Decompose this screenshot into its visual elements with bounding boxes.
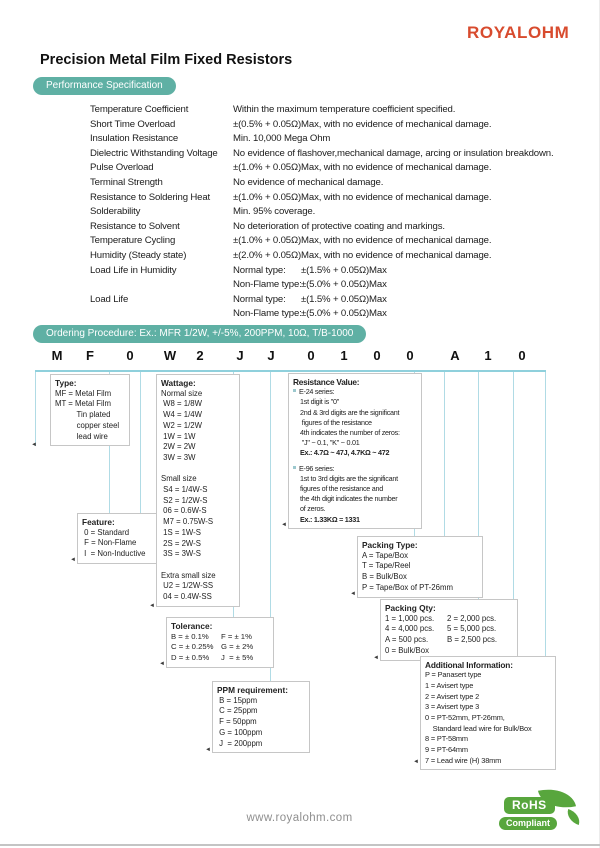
spec-subkey: Normal type: [233, 264, 286, 276]
spec-value: Min. 95% coverage. [233, 206, 316, 218]
box-line: G = 100ppm [217, 727, 263, 737]
box-title: Wattage: [161, 378, 196, 388]
series-label: E-96 series: [299, 463, 335, 473]
code-letter: J [236, 348, 244, 363]
spec-row [90, 191, 553, 206]
box-line: B = 15ppm [217, 695, 258, 705]
box-line: 1 = Avisert type [425, 680, 474, 690]
box-line: 0 = PT-52mm, PT-26mm, [425, 712, 505, 722]
performance-spec-table [90, 103, 553, 322]
brand-logo: ROYALOHM [467, 23, 570, 42]
spec-row [90, 118, 553, 133]
box-cell: F = ± 1% [221, 631, 252, 641]
box-title: Additional Information: [425, 660, 513, 670]
spec-label: Dielectric Withstanding Voltage [90, 147, 218, 159]
box-lines [217, 696, 305, 750]
spec-value: No evidence of flashover,mechanical damage, arcing or insulation breakdown. [233, 147, 554, 159]
spec-label-spacer [90, 278, 233, 293]
box-line: C = 25ppm [217, 706, 258, 716]
e24-example: Ex.: 4.7Ω ~ 47J, 4.7KΩ ~ 472 [300, 448, 390, 458]
spec-row [90, 278, 553, 293]
spec-label: Terminal Strength [90, 176, 163, 188]
code-letter: 0 [307, 348, 315, 363]
spec-row [90, 176, 553, 191]
box-line: 1S = 1W-S [161, 527, 201, 537]
pointer-arrow-icon: ◄ [413, 759, 419, 765]
box-title: Type: [55, 378, 77, 388]
pointer-arrow-icon: ◄ [350, 591, 356, 597]
box-lines [425, 670, 551, 766]
spec-value: ±(5.0% + 0.05Ω)Max [301, 279, 387, 291]
box-title: Feature: [82, 517, 115, 527]
spec-value: Min. 10,000 Mega Ohm [233, 133, 331, 145]
box-cell: D = ± 0.5% [171, 653, 210, 663]
pointer-arrow-icon: ◄ [205, 747, 211, 753]
pointer-arrow-icon: ◄ [31, 442, 37, 448]
performance-specification-badge: Performance Specification [33, 77, 176, 95]
box-cell: 5 = 5,000 pcs. [447, 624, 497, 634]
code-letter: F [86, 348, 94, 363]
box-line: J = 200ppm [217, 738, 263, 748]
e24-series-header [293, 387, 417, 397]
spec-row-load-life [90, 293, 553, 308]
spec-label: Load Life [90, 293, 129, 305]
box-line: the 4th digit indicates the number [300, 494, 398, 504]
spec-label-spacer [90, 307, 233, 322]
code-letter: W [163, 348, 177, 363]
ordering-procedure-badge: Ordering Procedure: Ex.: MFR 1/2W, +/-5%, 200PPM, 10Ω, T/B-1000 [33, 325, 366, 343]
code-letter: 1 [484, 348, 492, 363]
box-line: A = Tape/Box [362, 550, 409, 560]
box-line: W4 = 1/4W [161, 410, 202, 420]
code-letter: 0 [406, 348, 414, 363]
box-line: 3W = 3W [161, 452, 196, 462]
box-line: 3S = 3W-S [161, 549, 201, 559]
packing-type-box [357, 536, 483, 598]
box-grid [385, 614, 513, 657]
spec-label: Resistance to Soldering Heat [90, 191, 211, 203]
spec-subkey: Non-Flame type: [233, 279, 302, 291]
spec-row [90, 103, 553, 118]
spec-value: ±(5.0% + 0.05Ω)Max [301, 308, 387, 320]
box-line: 1st to 3rd digits are the significant [300, 473, 398, 483]
series-label: E-24 series: [299, 387, 335, 397]
spec-value: ±(1.0% + 0.05Ω)Max, with no evidence of mechanical damage. [233, 235, 492, 247]
connector-line [140, 372, 141, 513]
spec-row [90, 220, 553, 235]
box-cell: B = ± 0.1% [171, 631, 209, 641]
ordering-horizontal-rule [35, 370, 546, 372]
box-cell: 4 = 4,000 pcs. [385, 624, 435, 634]
box-lines [293, 474, 417, 515]
spec-row [90, 307, 553, 322]
packing-qty-box [380, 599, 518, 661]
box-line: 2S = 2W-S [161, 538, 201, 548]
box-line [161, 560, 235, 571]
box-line: Tin plated [55, 410, 111, 420]
spec-label: Load Life in Humidity [90, 264, 177, 276]
box-cell: 0 = Bulk/Box [385, 645, 429, 655]
box-cell: C = ± 0.25% [171, 642, 214, 652]
box-line: 3 = Avisert type 3 [425, 702, 480, 712]
bullet-icon [293, 389, 296, 392]
box-line: 1W = 1W [161, 431, 196, 441]
box-cell: J = ± 5% [221, 653, 254, 663]
spec-row [90, 161, 553, 176]
box-line: S2 = 1/2W-S [161, 495, 208, 505]
connector-line [444, 372, 445, 536]
box-line: 8 = PT-58mm [425, 734, 468, 744]
spec-row [90, 205, 553, 220]
pointer-arrow-icon: ◄ [373, 655, 379, 661]
ppm-requirement-box [212, 681, 310, 753]
box-cell: A = 500 pcs. [385, 635, 429, 645]
rohs-logo [498, 787, 584, 843]
spec-label: Short Time Overload [90, 118, 176, 130]
box-line: S4 = 1/4W-S [161, 485, 208, 495]
box-line: figures of the resistance [300, 417, 372, 427]
box-line: 7 = Lead wire (H) 38mm [425, 755, 502, 765]
box-line: 9 = PT-64mm [425, 745, 468, 755]
resistance-value-box [288, 373, 422, 529]
spec-label: Temperature Coefficient [90, 104, 189, 115]
box-line: Standard lead wire for Bulk/Box [425, 723, 532, 733]
additional-information-box [420, 656, 556, 770]
connector-line [35, 372, 36, 446]
code-letter: 0 [126, 348, 134, 363]
box-line: F = 50ppm [217, 717, 257, 727]
spec-rows [90, 103, 553, 264]
spec-value: ±(1.5% + 0.05Ω)Max [301, 293, 387, 305]
code-letter: 0 [373, 348, 381, 363]
spec-subkey: Non-Flame type: [233, 308, 302, 320]
tolerance-box [166, 617, 274, 668]
pointer-arrow-icon: ◄ [149, 603, 155, 609]
code-letter: M [51, 348, 63, 363]
spec-value: ±(1.0% + 0.05Ω)Max, with no evidence of mechanical damage. [233, 191, 492, 203]
box-title: Packing Type: [362, 540, 418, 550]
page-bottom-edge [0, 844, 600, 846]
spec-label: Insulation Resistance [90, 133, 179, 145]
spec-value: ±(0.5% + 0.05Ω)Max, with no evidence of mechanical damage. [233, 118, 492, 130]
box-cell: G = ± 2% [221, 642, 254, 652]
box-title: Resistance Value: [293, 377, 360, 387]
spec-value: Within the maximum temperature coefficient specified. [233, 104, 456, 115]
box-lines [362, 551, 478, 594]
box-line: lead wire [55, 431, 108, 441]
spec-row-load-life-humidity [90, 264, 553, 279]
box-line: U2 = 1/2W-SS [161, 581, 214, 591]
footer-url: www.royalohm.com [246, 812, 353, 824]
rohs-compliant-badge: Compliant [499, 817, 557, 830]
box-line: I = Non-Inductive [82, 549, 146, 559]
box-line [161, 464, 235, 475]
spec-label: Temperature Cycling [90, 235, 176, 247]
box-line: 04 = 0.4W-SS [161, 592, 212, 602]
box-line: T = Tape/Reel [362, 561, 411, 571]
box-line: Extra small size [161, 570, 216, 580]
spec-row [90, 249, 553, 264]
box-line: "J" ~ 0.1, "K" ~ 0.01 [300, 438, 360, 448]
spec-value: ±(1.0% + 0.05Ω)Max, with no evidence of mechanical damage. [233, 162, 492, 174]
box-line: copper steel [55, 420, 120, 430]
spec-row [90, 234, 553, 249]
spec-value: ±(1.5% + 0.05Ω)Max [301, 264, 387, 276]
box-line: W8 = 1/8W [161, 399, 202, 409]
box-line: figures of the resistance and [300, 484, 384, 494]
pointer-arrow-icon: ◄ [281, 522, 287, 528]
leaf-icon [565, 809, 583, 825]
spec-label: Humidity (Steady state) [90, 249, 187, 261]
box-line: B = Bulk/Box [362, 572, 407, 582]
box-line: P = Tape/Box of PT-26mm [362, 582, 453, 592]
spec-value: No evidence of mechanical damage. [233, 176, 384, 188]
spec-subkey: Normal type: [233, 293, 286, 305]
pointer-arrow-icon: ◄ [70, 557, 76, 563]
code-letter: 2 [196, 348, 204, 363]
box-title: PPM requirement: [217, 685, 288, 695]
e96-example: Ex.: 1.33KΩ = 1331 [300, 514, 360, 524]
box-line: 0 = Standard [82, 527, 130, 537]
spec-row [90, 132, 553, 147]
spec-label: Solderability [90, 206, 141, 218]
box-title: Packing Qty: [385, 603, 436, 613]
box-lines [161, 389, 235, 603]
e96-series-header [293, 464, 417, 474]
box-line: 2nd & 3rd digits are the significant [300, 407, 400, 417]
code-letter: A [450, 348, 460, 363]
code-letter: 1 [340, 348, 348, 363]
spec-label: Pulse Overload [90, 162, 154, 174]
pointer-arrow-icon: ◄ [159, 661, 165, 667]
code-letter: J [267, 348, 275, 363]
box-line: F = Non-Flame [82, 538, 137, 548]
spec-value: No deterioration of protective coating and markings. [233, 220, 445, 232]
box-line: 1st digit is "0" [300, 397, 340, 407]
bullet-icon [293, 466, 296, 469]
box-lines [293, 397, 417, 448]
page-title: Precision Metal Film Fixed Resistors [40, 52, 293, 68]
spec-label: Resistance to Solvent [90, 220, 180, 232]
type-box [50, 374, 130, 446]
box-title: Tolerance: [171, 621, 213, 631]
spec-row [90, 147, 553, 162]
wattage-box [156, 374, 240, 607]
box-grid [171, 632, 269, 664]
box-cell: 2 = 2,000 pcs. [447, 613, 497, 623]
box-cell: B = 2,500 pcs. [447, 635, 498, 645]
box-line: 4th indicates the number of zeros: [300, 428, 400, 438]
box-line: Normal size [161, 388, 203, 398]
box-line: Small size [161, 474, 197, 484]
box-line: 2 = Avisert type 2 [425, 691, 480, 701]
box-line: MF = Metal Film [55, 388, 112, 398]
spec-value: ±(2.0% + 0.05Ω)Max, with no evidence of mechanical damage. [233, 249, 492, 261]
box-line: M7 = 0.75W-S [161, 517, 214, 527]
code-letter: 0 [518, 348, 526, 363]
box-line: 2W = 2W [161, 442, 196, 452]
box-line: of zeros. [300, 504, 326, 514]
rohs-badge: RoHS [504, 797, 555, 814]
box-lines [55, 389, 125, 443]
box-line: W2 = 1/2W [161, 420, 202, 430]
box-line: 06 = 0.6W-S [161, 506, 207, 516]
box-line: MT = Metal Film [55, 399, 111, 409]
box-line: P = Panasert type [425, 670, 482, 680]
box-cell: 1 = 1,000 pcs. [385, 613, 435, 623]
